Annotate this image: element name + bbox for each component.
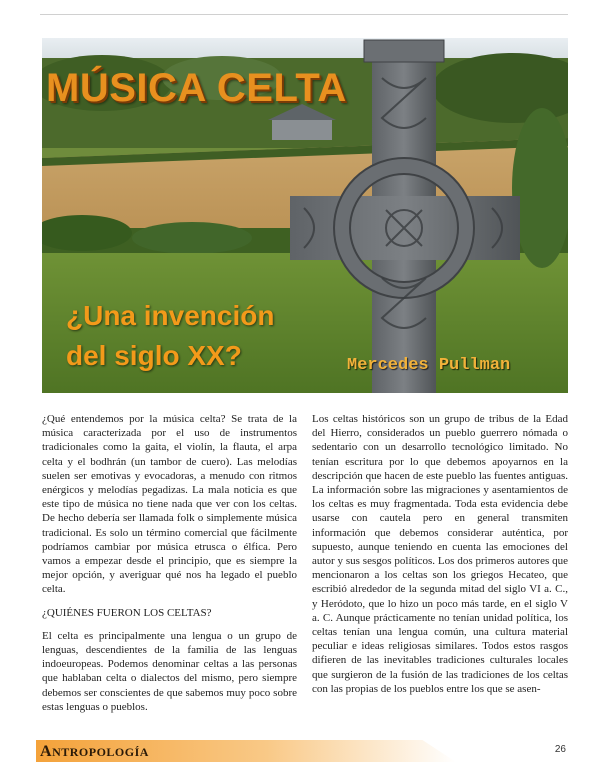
footer-brand-initial: A [40,743,53,760]
intro-paragraph: ¿Qué entendemos por la música celta? Se trata de la música caracterizada por el uso de instrumentos tradicionales como la gaita, el violín, la flauta, el arpa celta y el bodhrán (un tambor de cuero). Las melodías suelen ser emotivas y evocadoras, a menudo con ritmos enérgicos y melodías pegadizas. La mala noticia es que este tipo de música no tiene nada que ver con los celtas. De hecho debería ser llamada folk o simplemente música tradicional. Es solo un término comercial que fácilmente podríamos cambiar por música etrusca o élfica. Pero vamos a empezar desde el principio, que es siempre la mejor opción, y averiguar qué nos ha legado el pueblo celta. [42,413,297,596]
article-column-left [42,412,297,723]
hero-title: MÚSICA CELTA [46,66,347,110]
body-paragraph: Los celtas históricos son un grupo de tribus de la Edad del Hierro, considerados un pueblo guerrero nómada o sedentario con un desarrollo tecnológico limitado. No tenían escritura por lo que debemos apoyarnos en la descripción que hacen de este pueblo las fuentes antiguas. La información sobre las migraciones y asentamientos de los celtas es muy fragmentada. Toda esta evidencia debe usarse con cautela pero en general transmiten información que debemos considerar auténtica, por supuesto, aunque teniendo en cuenta las emociones del autor y sus sesgos políticos. Los dos primeros autores que mencionaron a los celtas son los griegos Hecateo, que escribió alrededor de la segunda mitad del siglo VI a. C., y Heródoto, que lo hizo un poco más tarde, en el siglo V a. C. Aunque prácticamente no tenían unidad política, los celtas tenían una lengua común, una cultura material peculiar e ideas religiosas similares. Todos estos rasgos difieren de las inevitables tradiciones culturales locales que surgieron de la fusión de las tradiciones de los celtas con las propias de los pueblos entre los que se asen- [312,413,568,695]
hero-author: Mercedes Pullman [347,356,511,375]
top-rule [40,14,568,15]
footer-brand-rest: NTROPOLOGÍA [52,745,149,759]
page-number: 26 [554,744,566,755]
section-heading: ¿QUIÉNES FUERON LOS CELTAS? [42,606,212,619]
body-paragraph: El celta es principalmente una lengua o un grupo de lenguas, descendientes de la familia de las lenguas indoeuropeas. Podemos denominar celtas a las personas que hablaban celta o dialectos del mismo, pero siempre debemos ser conscientes de que sabemos muy poco sobre estas lenguas o pueblos. [42,629,297,713]
article-column-right [312,412,568,705]
hero-image [42,38,568,393]
footer-brand [40,743,149,761]
hero-subtitle: ¿Una invención del siglo XX? [66,300,275,371]
